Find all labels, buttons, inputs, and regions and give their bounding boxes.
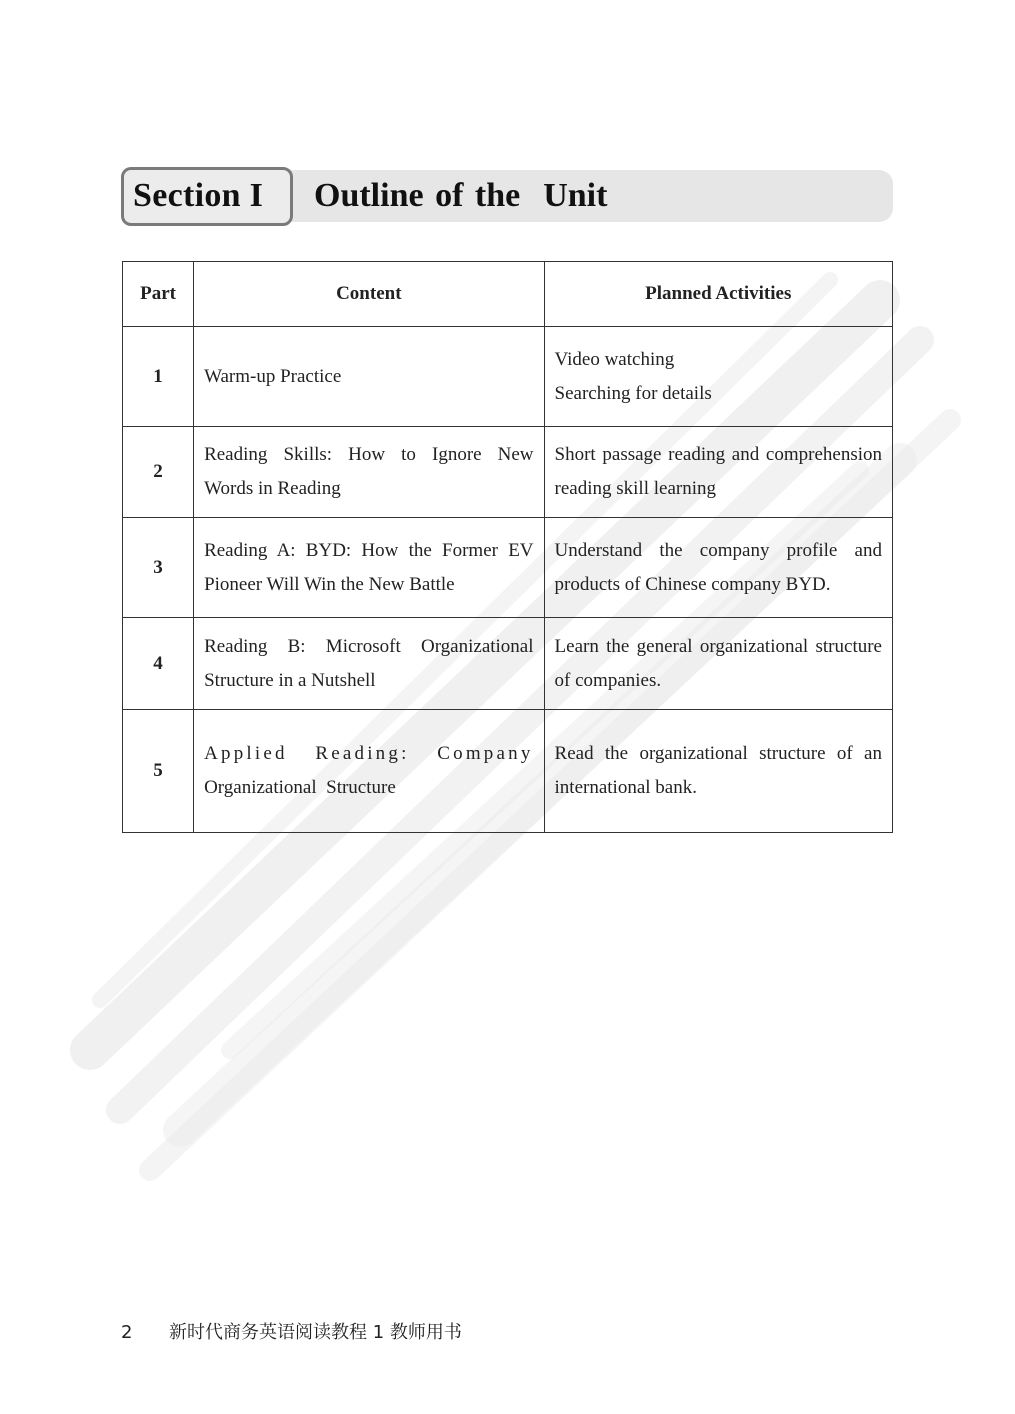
- activity-line: reading skill learning: [554, 478, 716, 499]
- header-content: Content: [194, 262, 544, 327]
- activities-cell: [544, 710, 892, 833]
- activity-line: products of Chinese company BYD.: [554, 573, 831, 595]
- table-row: [123, 518, 893, 618]
- part-number: 5: [123, 710, 194, 833]
- part-number: 1: [123, 327, 194, 427]
- activities-cell: [544, 518, 892, 618]
- content-line: Reading B: Microsoft Organizational: [204, 635, 534, 657]
- part-number: 3: [123, 518, 194, 618]
- content-line: Organizational Structure: [204, 777, 396, 798]
- activity-line: Read the organizational structure of an: [554, 743, 882, 764]
- activity-line: Short passage reading and comprehension: [554, 444, 882, 465]
- content-line: Structure in a Nutshell: [204, 669, 376, 691]
- header-part: Part: [123, 262, 194, 327]
- content-cell: [194, 618, 544, 710]
- table-row: [123, 618, 893, 710]
- header-planned-activities: Planned Activities: [544, 262, 892, 327]
- book-title: 新时代商务英语阅读教程 1 教师用书: [169, 1322, 462, 1343]
- part-number: 4: [123, 618, 194, 710]
- activity-line: international bank.: [554, 777, 697, 798]
- content-cell: [194, 710, 544, 833]
- page-footer: [121, 1318, 462, 1344]
- section-label: Section I: [133, 177, 264, 214]
- activity-line: Searching for details: [554, 382, 712, 404]
- content-line: Reading Skills: How to Ignore New: [204, 444, 534, 465]
- part-number: 2: [123, 427, 194, 518]
- content-line: Words in Reading: [204, 478, 341, 499]
- content-line: Reading A: BYD: How the Former EV: [204, 539, 534, 561]
- activities-cell: [544, 427, 892, 518]
- activity-line: of companies.: [554, 669, 662, 691]
- activities-cell: [544, 618, 892, 710]
- outline-table: [122, 261, 893, 833]
- content-cell: [194, 518, 544, 618]
- content-line: Pioneer Will Win the New Battle: [204, 573, 455, 595]
- activity-line: Understand the company profile and: [554, 539, 882, 561]
- content-line: Warm-up Practice: [204, 365, 342, 387]
- content-cell: [194, 327, 544, 427]
- table-row: [123, 710, 893, 833]
- table-row: [123, 327, 893, 427]
- page-number: 2: [121, 1322, 133, 1343]
- table-row: [123, 427, 893, 518]
- content-cell: [194, 427, 544, 518]
- section-title: Outline of the Unit: [314, 177, 608, 214]
- content-line: Applied Reading: Company: [204, 743, 534, 764]
- activity-line: Learn the general organizational structure: [554, 635, 882, 657]
- activity-line: Video watching: [554, 348, 675, 370]
- activities-cell: [544, 327, 892, 427]
- table-header-row: [123, 262, 893, 327]
